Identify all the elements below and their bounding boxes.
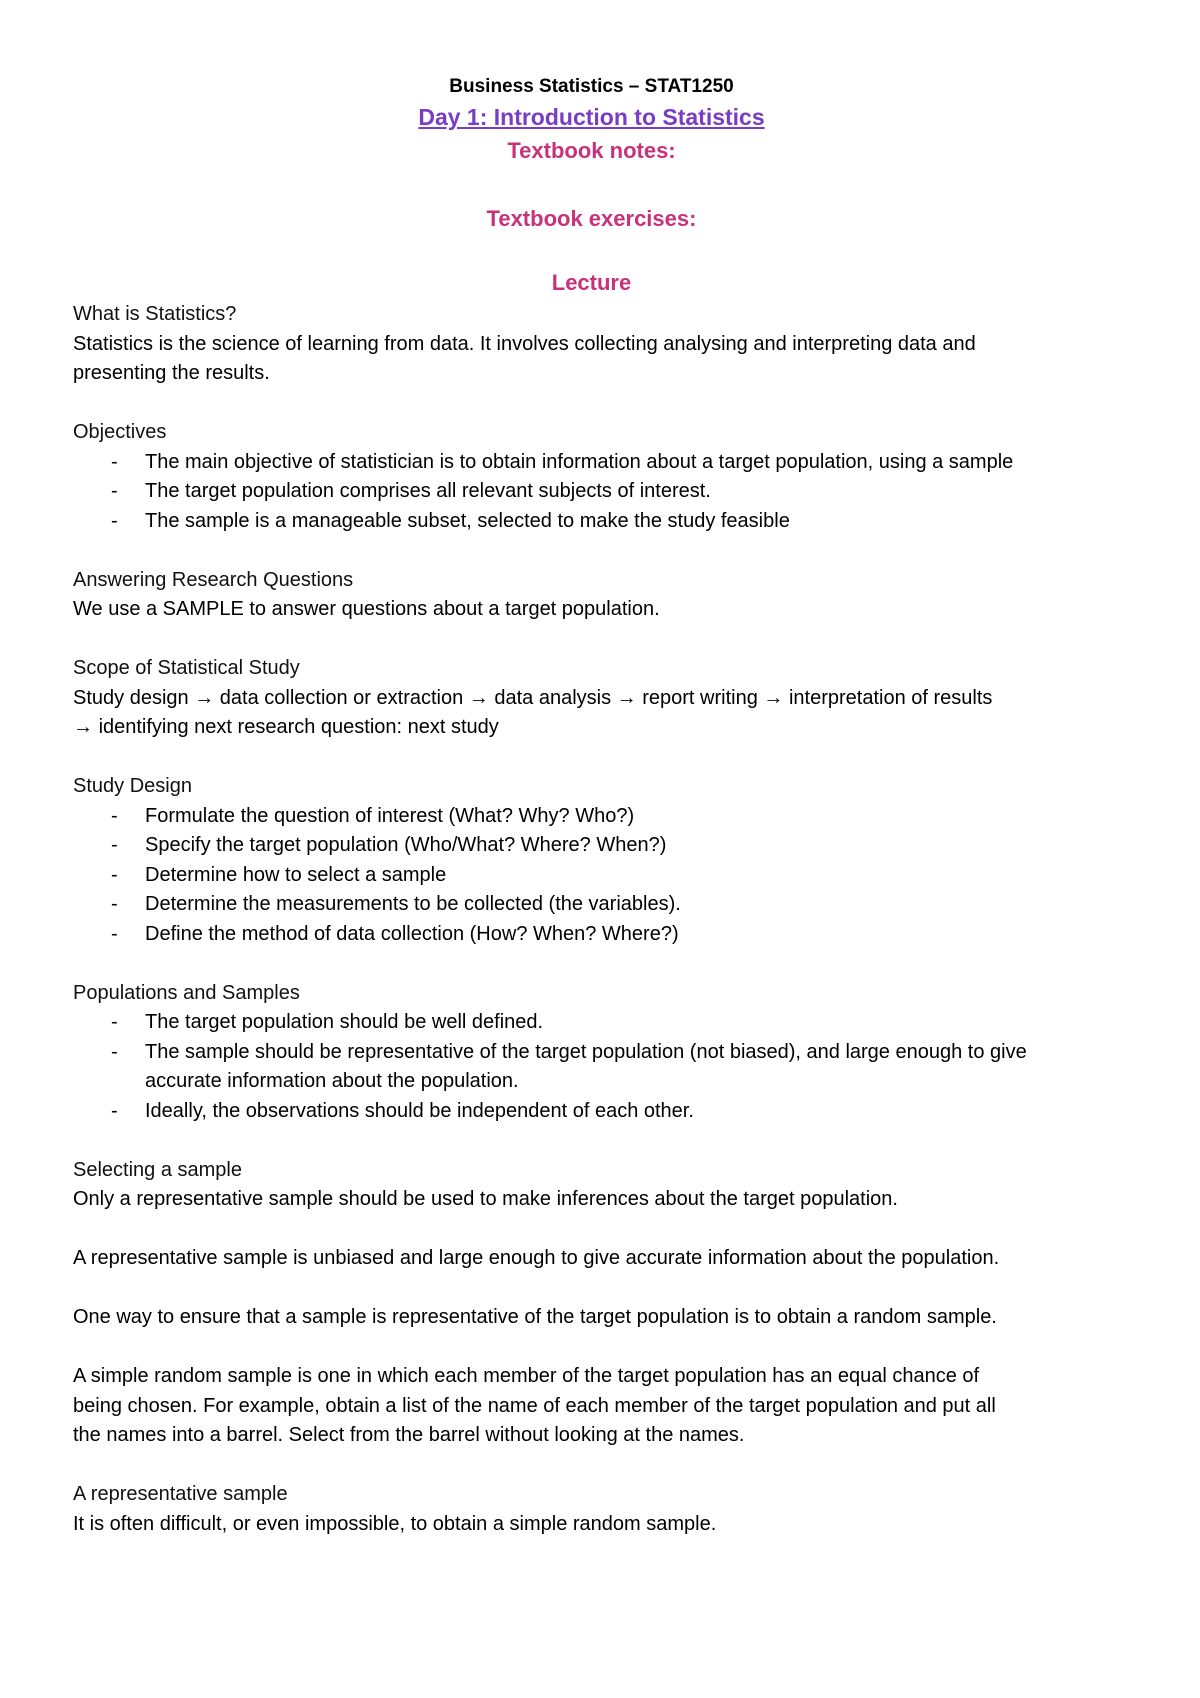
section-heading: A representative sample (73, 1483, 288, 1505)
paragraph-line: Only a representative sample should be used to make inferences about the target population. (73, 1188, 898, 1210)
paragraph-line: It is often difficult, or even impossible, to obtain a simple random sample. (73, 1512, 717, 1535)
paragraph-line: A simple random sample is one in which each member of the target population has an equal chance of (73, 1365, 980, 1387)
section-heading: Selecting a sample (73, 1158, 242, 1181)
section-heading: What is Statistics? (73, 303, 237, 325)
section-representative-sample (73, 1480, 1110, 1539)
paragraph-line: Statistics is the science of learning from data. It involves collecting analysing and interpreting data and (73, 332, 976, 355)
dash-bullet: - (111, 804, 118, 827)
section-scope (73, 654, 1110, 743)
section-what-is-statistics (73, 300, 1110, 389)
scope-step: interpretation of results (788, 686, 993, 709)
document-header (73, 74, 1110, 300)
section-objectives (73, 418, 1110, 536)
right-arrow-icon: → (616, 686, 637, 709)
right-arrow-icon: → (468, 686, 489, 709)
section-heading: Objectives (73, 421, 167, 443)
list-item: - The target population comprises all relevant subjects of interest. (73, 477, 1110, 507)
list-item: - The sample should be representative of the target population (not biased), and large enough to give accurate information about the population. (73, 1038, 1110, 1097)
list-item: - Define the method of data collection (How? When? Where?) (73, 920, 1110, 950)
dash-bullet: - (111, 509, 118, 532)
paragraph-representative (73, 1244, 1110, 1274)
objectives-list (73, 448, 1110, 537)
paragraph-simple-random (73, 1362, 1110, 1451)
paragraph-line: being chosen. For example, obtain a list of the name of each member of the target population and put all (73, 1394, 996, 1417)
paragraph-random (73, 1303, 1110, 1333)
list-item: - The sample is a manageable subset, selected to make the study feasible (73, 507, 1110, 537)
section-heading: Scope of Statistical Study (73, 657, 300, 679)
scope-flow-line (73, 713, 1110, 743)
dash-bullet: - (111, 1040, 118, 1063)
scope-step: report writing (642, 686, 758, 709)
textbook-exercises-heading: Textbook exercises: (486, 206, 697, 231)
list-item: - Determine how to select a sample (73, 861, 1110, 891)
section-heading: Populations and Samples (73, 981, 300, 1004)
dash-bullet: - (111, 480, 118, 502)
list-item: - Specify the target population (Who/What? Where? When?) (73, 831, 1110, 861)
paragraph-line: One way to ensure that a sample is representative of the target population is to obtain a random sample. (73, 1306, 997, 1328)
study-design-list (73, 802, 1110, 950)
section-selecting-sample (73, 1156, 1110, 1215)
dash-bullet: - (111, 863, 118, 886)
section-study-design (73, 772, 1110, 949)
list-item: - Determine the measurements to be collected (the variables). (73, 890, 1110, 920)
dash-bullet: - (111, 893, 118, 915)
section-populations-samples (73, 979, 1110, 1127)
paragraph-line: presenting the results. (73, 362, 270, 384)
scope-step: Study design (73, 686, 189, 709)
paragraph-line: the names into a barrel. Select from the barrel without looking at the names. (73, 1424, 745, 1446)
right-arrow-icon: → (194, 686, 215, 709)
section-heading: Answering Research Questions (73, 568, 354, 591)
textbook-notes-heading: Textbook notes: (507, 138, 676, 163)
day-title: Day 1: Introduction to Statistics (418, 104, 765, 130)
dash-bullet: - (111, 922, 118, 945)
list-item: - Ideally, the observations should be independent of each other. (73, 1097, 1110, 1127)
list-item: - The main objective of statistician is to obtain information about a target population, using a sample (73, 448, 1110, 478)
scope-step: identifying next research question: next study (98, 716, 499, 738)
section-research-questions (73, 566, 1110, 625)
dash-bullet: - (111, 1099, 118, 1122)
dash-bullet: - (111, 834, 118, 856)
course-title: Business Statistics – STAT1250 (449, 76, 734, 97)
list-item: - Formulate the question of interest (What? Why? Who?) (73, 802, 1110, 832)
paragraph-line: We use a SAMPLE to answer questions about a target population. (73, 598, 660, 620)
section-heading: Study Design (73, 775, 192, 797)
lecture-heading: Lecture (551, 270, 632, 295)
dash-bullet: - (111, 450, 118, 473)
list-item: - The target population should be well defined. (73, 1008, 1110, 1038)
paragraph-line: A representative sample is unbiased and large enough to give accurate information about the population. (73, 1247, 1000, 1269)
scope-flow-line (73, 684, 1110, 714)
right-arrow-icon: → (73, 716, 93, 738)
scope-step: data analysis (494, 686, 612, 709)
right-arrow-icon: → (763, 686, 784, 709)
populations-list (73, 1008, 1110, 1126)
dash-bullet: - (111, 1011, 118, 1033)
scope-step: data collection or extraction (219, 686, 464, 709)
